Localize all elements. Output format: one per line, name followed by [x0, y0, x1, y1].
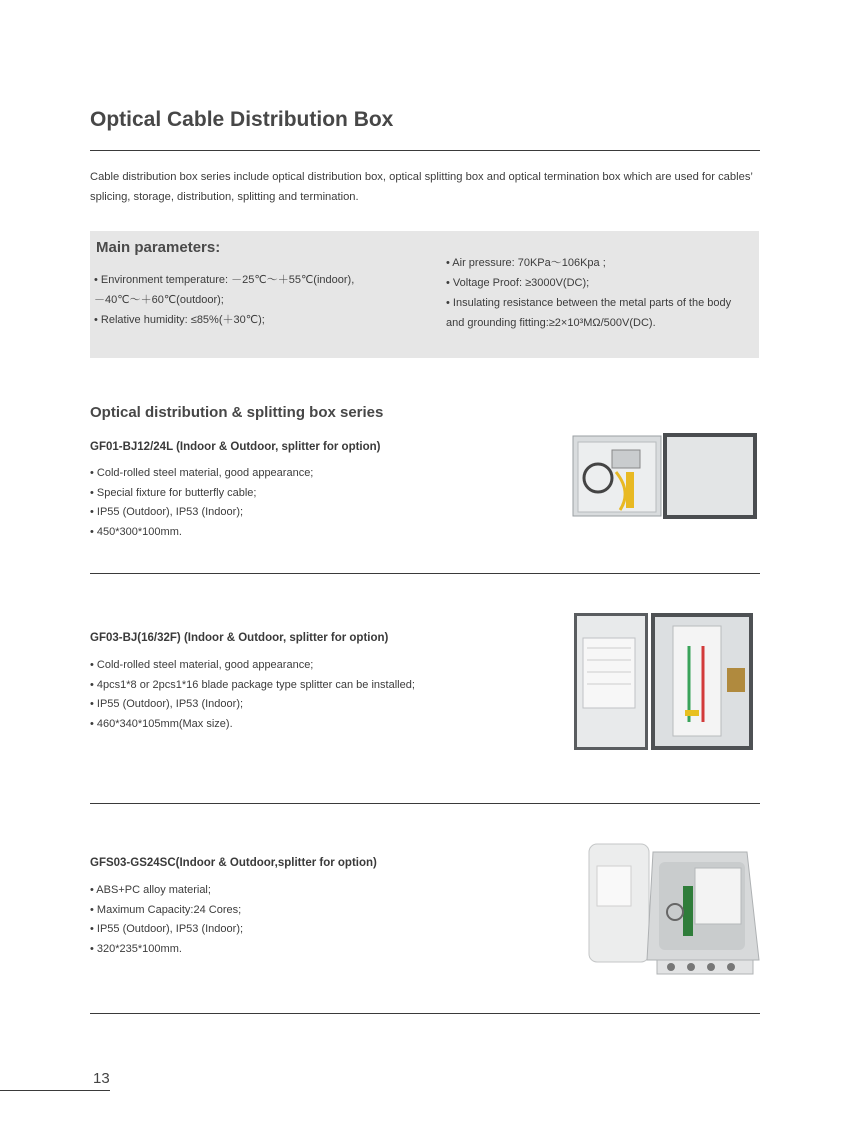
product-3-image — [587, 842, 765, 978]
product-3-title: GFS03-GS24SC(Indoor & Outdoor,splitter for option) — [90, 857, 377, 869]
product-3-features — [90, 881, 243, 959]
feature-item: • 450*300*100mm. — [90, 525, 182, 538]
feature-item: • 4pcs1*8 or 2pcs1*16 blade package type splitter can be installed; — [90, 678, 415, 691]
product-3-divider — [90, 1013, 760, 1014]
parameter-line: • Insulating resistance between the metal parts of the body — [446, 297, 732, 309]
product-1-features — [90, 464, 313, 542]
parameter-line: • Environment temperature: －25℃～＋55℃(indoor), — [94, 274, 355, 286]
main-parameters-heading: Main parameters: — [96, 239, 221, 256]
title-divider — [90, 150, 760, 151]
main-parameters-panel — [90, 231, 759, 358]
parameter-line: • Air pressure: 70KPa～106Kpa ; — [446, 257, 606, 269]
parameters-right-column — [446, 253, 731, 333]
feature-item: • Cold-rolled steel material, good appearance; — [90, 659, 314, 671]
feature-item: • Maximum Capacity:24 Cores; — [90, 903, 242, 916]
feature-item: • ABS+PC alloy material; — [90, 884, 211, 896]
feature-item: • IP55 (Outdoor), IP53 (Indoor); — [90, 506, 244, 518]
intro-paragraph: Cable distribution box series include optical distribution box, optical splitting box and optical termination box which are used for cables’ splicing, storage, distribution, splitting and termination. — [90, 171, 753, 203]
feature-item: • Special fixture for butterfly cable; — [90, 486, 257, 499]
product-2-title: GF03-BJ(16/32F) (Indoor & Outdoor, splitter for option) — [90, 632, 389, 644]
parameter-line: • Relative humidity: ≤85%(＋30℃); — [94, 314, 265, 326]
page-number: 13 — [93, 1070, 110, 1087]
parameters-left-column — [94, 270, 354, 330]
parameter-line: and grounding fitting:≥2×10³MΩ/500V(DC). — [446, 317, 656, 329]
parameter-line: －40℃～＋60℃(outdoor); — [94, 294, 224, 306]
product-2-image — [573, 612, 755, 752]
feature-item: • 320*235*100mm. — [90, 942, 182, 955]
product-2-divider — [90, 803, 760, 804]
feature-item: • IP55 (Outdoor), IP53 (Indoor); — [90, 923, 244, 935]
product-1-divider — [90, 573, 760, 574]
page-title: Optical Cable Distribution Box — [90, 108, 394, 131]
series-heading: Optical distribution & splitting box series — [90, 404, 384, 421]
parameter-line: • Voltage Proof: ≥3000V(DC); — [446, 277, 590, 289]
product-1-image — [572, 432, 760, 520]
product-1-title: GF01-BJ12/24L (Indoor & Outdoor, splitter for option) — [90, 441, 381, 453]
page-number-underline — [0, 1090, 110, 1091]
feature-item: • IP55 (Outdoor), IP53 (Indoor); — [90, 698, 244, 710]
feature-item: • Cold-rolled steel material, good appearance; — [90, 467, 314, 479]
feature-item: • 460*340*105mm(Max size). — [90, 717, 233, 730]
product-2-features — [90, 656, 415, 734]
